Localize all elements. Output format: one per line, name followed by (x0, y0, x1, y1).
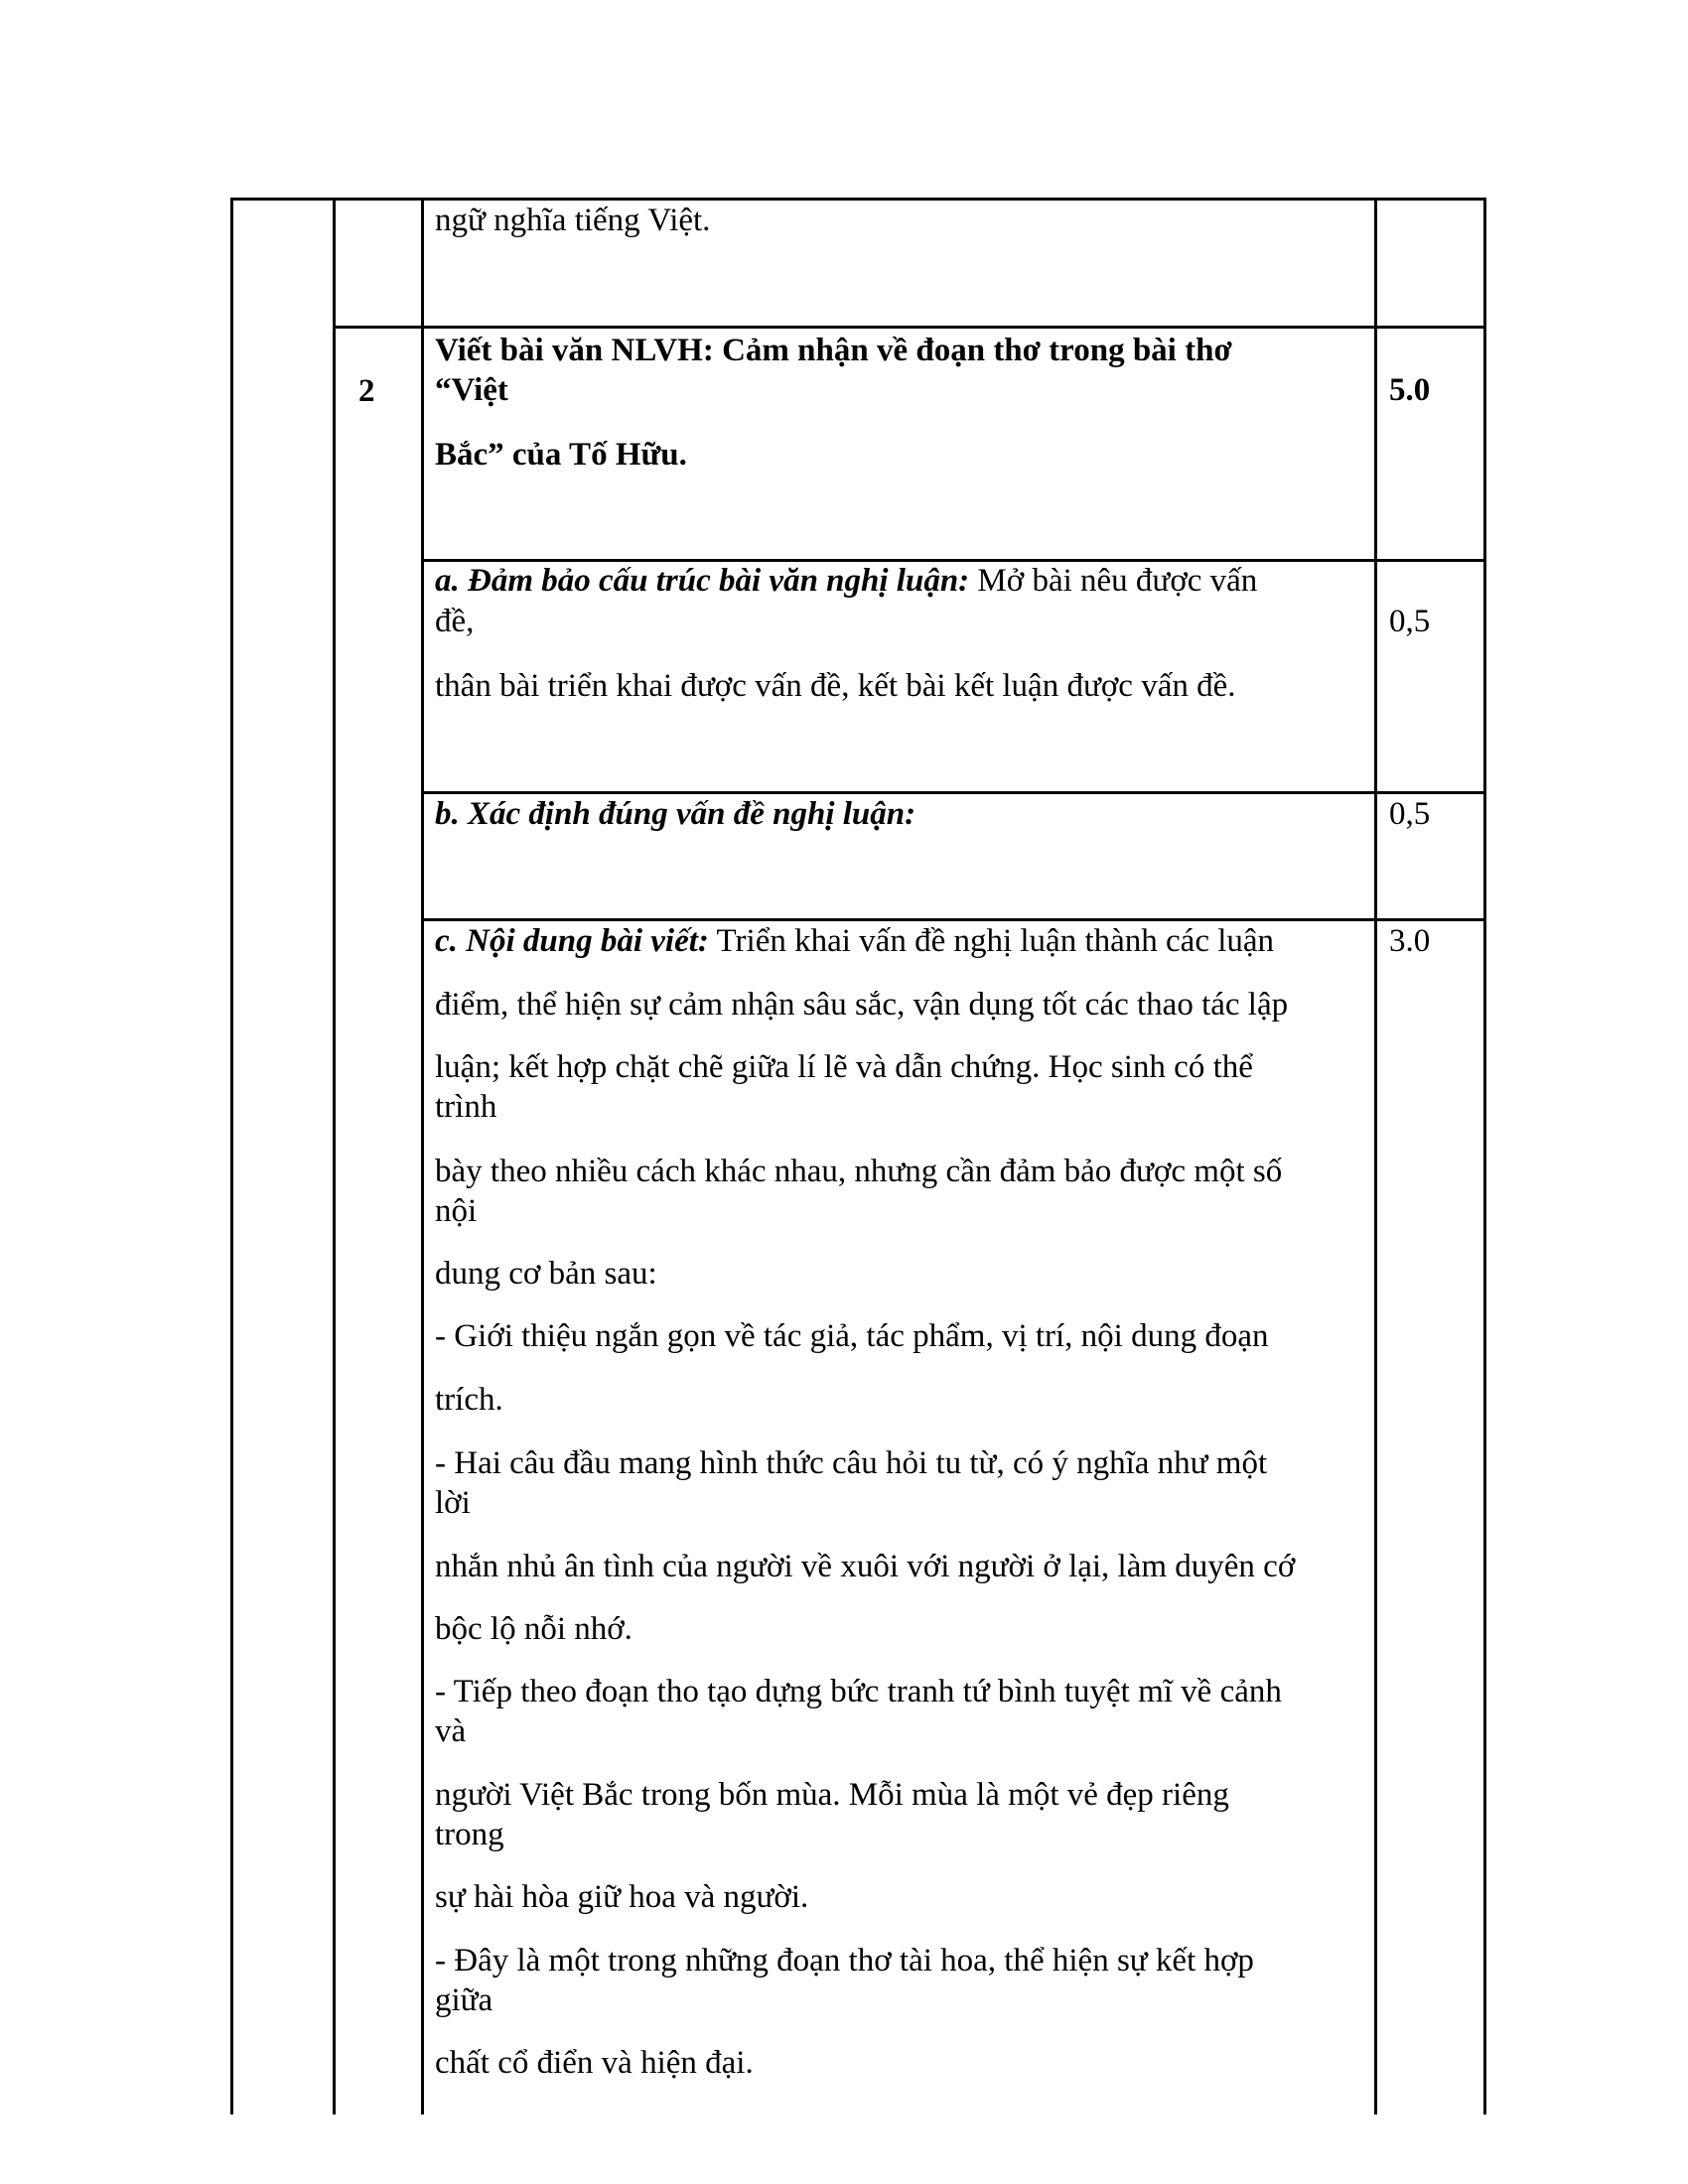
criterion-c-text-first: Triển khai vấn đề nghị luận thành các luận (708, 923, 1275, 959)
criterion-a-line-3: thân bài triển khai được vấn đề, kết bài kết luận được vấn đề. (435, 668, 1236, 704)
table-left-border (230, 198, 233, 2115)
table-right-border (1483, 198, 1486, 2115)
column-divider-content (421, 198, 424, 2115)
criterion-c-line: giữa (435, 1982, 493, 2018)
criterion-a-line-1 (435, 561, 1257, 601)
row-divider-1 (333, 326, 1486, 329)
criterion-c-line: - Tiếp theo đoạn tho tạo dựng bức tranh tứ bình tuyệt mĩ về cảnh (435, 1674, 1282, 1709)
criterion-c-line: người Việt Bắc trong bốn mùa. Mỗi mùa là một vẻ đẹp riêng (435, 1777, 1229, 1813)
criterion-a-text-first: Mở bài nêu được vấn (969, 563, 1258, 599)
criterion-c-label: c. Nội dung bài viết: (435, 923, 709, 959)
question-score: 5.0 (1389, 372, 1431, 408)
criterion-a-score: 0,5 (1389, 604, 1431, 639)
criterion-c-line: và (435, 1713, 467, 1749)
criterion-c-line: bộc lộ nỗi nhớ. (435, 1611, 633, 1647)
criterion-a-label: a. Đảm bảo cấu trúc bài văn nghị luận: (435, 563, 970, 599)
criterion-c-line: điểm, thể hiện sự cảm nhận sâu sắc, vận dụng tốt các thao tác lập (435, 987, 1289, 1023)
criterion-b-score: 0,5 (1389, 796, 1431, 832)
criterion-a-line-2: đề, (435, 604, 475, 639)
question-heading-line-3: Bắc” của Tố Hữu. (435, 437, 687, 473)
criterion-c-line: luận; kết hợp chặt chẽ giữa lí lẽ và dẫn chứng. Học sinh có thể (435, 1049, 1253, 1085)
question-number: 2 (358, 373, 375, 409)
criterion-c-line: lời (435, 1485, 471, 1521)
criterion-c-line: - Hai câu đầu mang hình thức câu hỏi tu từ, có ý nghĩa như một (435, 1445, 1268, 1481)
criterion-c-line: - Giới thiệu ngắn gọn về tác giả, tác phẩm, vị trí, nội dung đoạn (435, 1318, 1269, 1354)
criterion-c-line: bày theo nhiều cách khác nhau, nhưng cần đảm bảo được một số (435, 1154, 1283, 1189)
criterion-c-line: trong (435, 1817, 504, 1852)
criterion-c-line-1 (435, 921, 1274, 961)
question-heading-line-1: Viết bài văn NLVH: Cảm nhận về đoạn thơ trong bài thơ (435, 333, 1232, 368)
criterion-c-line: trình (435, 1089, 497, 1125)
criterion-c-score: 3.0 (1389, 923, 1431, 959)
criterion-c-line: nội (435, 1193, 478, 1229)
criterion-c-line: chất cổ điển và hiện đại. (435, 2045, 754, 2081)
column-divider-number (333, 198, 336, 2115)
table-top-border (230, 198, 1486, 201)
criterion-c-line: trích. (435, 1382, 503, 1418)
criterion-b-label: b. Xác định đúng vấn đề nghị luận: (435, 796, 916, 832)
criterion-c-line: sự hài hòa giữ hoa và người. (435, 1879, 809, 1915)
column-divider-score (1374, 198, 1377, 2115)
question-heading-line-2: “Việt (435, 372, 508, 408)
continuation-line: ngữ nghĩa tiếng Việt. (435, 203, 711, 238)
criterion-c-line: nhắn nhủ ân tình của người về xuôi với người ở lại, làm duyên cớ (435, 1549, 1296, 1584)
criterion-c-line: - Đây là một trong những đoạn thơ tài hoa, thể hiện sự kết hợp (435, 1943, 1254, 1979)
criterion-c-line: dung cơ bản sau: (435, 1256, 657, 1292)
